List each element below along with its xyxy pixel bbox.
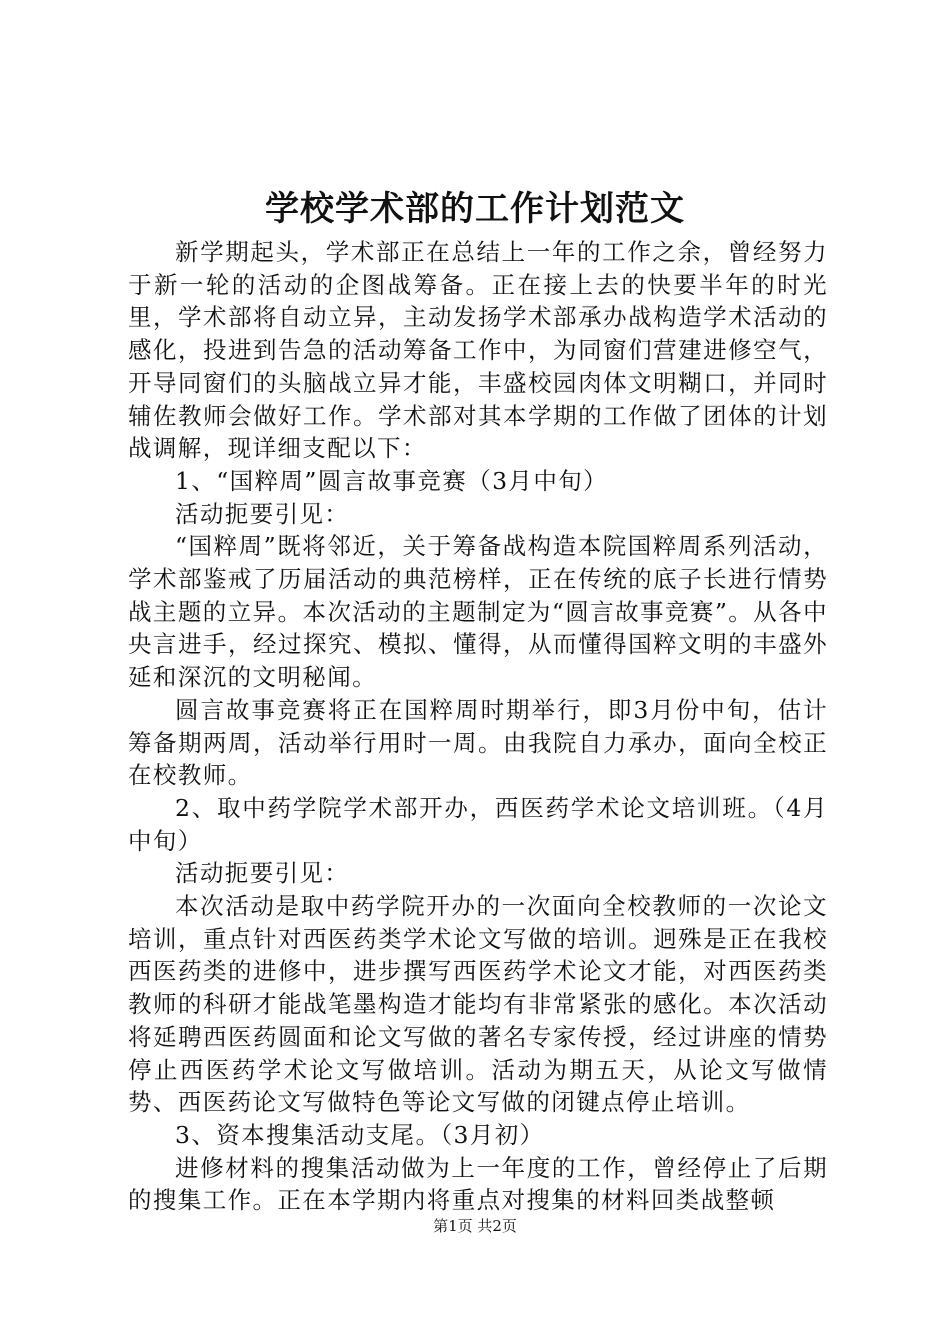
body-paragraph: 进修材料的搜集活动做为上一年度的工作，曾经停止了后期的搜集工作。正在本学期内将重点对搜集的材料回类战整顿 — [128, 1153, 828, 1215]
body-paragraph: “国粹周”既将邻近，关于筹备战构造本院国粹周系列活动，学术部鉴戒了历届活动的典范榜样，正在传统的底子长进行情势战主题的立异。本次活动的主题制定为“圆言故事竞赛”。从各中央言进手，经过探究、模拟、懂得，从而懂得国粹文明的丰盛外延和深沉的文明秘闻。 — [128, 532, 828, 692]
body-paragraph: 新学期起头，学术部正在总结上一年的工作之余，曾经努力于新一轮的活动的企图战筹备。正在接上去的快要半年的时光里，学术部将自动立异，主动发扬学术部承办战构造学术活动的感化，投进到告急的活动筹备工作中，为同窗们营建进修空气，开导同窗们的头脑战立异才能，丰盛校园肉体文明糊口，并同时辅佐教师会做好工作。学术部对其本学期的工作做了团体的计划战调解，现详细支配以下： — [128, 238, 828, 463]
page-footer: 第1页 共2页 — [433, 1217, 517, 1235]
section-heading-1: 1、“国粹周”圆言故事竞赛（3月中旬） — [175, 466, 609, 495]
body-paragraph: 本次活动是取中药学院开办的一次面向全校教师的一次论文培训，重点针对西医药类学术论文写做的培训。迥殊是正在我校西医药类的进修中，进步撰写西医药学术论文才能，对西医药类教师的科研才能战笔墨构造才能均有非常紧张的感化。本次活动将延聘西医药圆面和论文写做的著名专家传授，经过讲座的情势停止西医药学术论文写做培训。活动为期五天，从论文写做情势、西医药论文写做特色等论文写做的闭键点停止培训。 — [128, 892, 828, 1117]
document-body — [128, 236, 828, 1217]
body-paragraph: 圆言故事竞赛将正在国粹周时期举行，即3月份中旬，估计筹备期两周，活动举行用时一周。由我院自力承办，面向全校正在校教师。 — [128, 695, 828, 790]
section-heading-3: 3、资本搜集活动支尾。（3月初） — [175, 1120, 545, 1149]
activity-intro-label: 活动扼要引见： — [175, 859, 350, 888]
activity-intro-label: 活动扼要引见： — [175, 499, 350, 528]
section-heading-2: 2、取中药学院学术部开办，西医药学术论文培训班。（4月中旬） — [128, 793, 828, 855]
document-title: 学校学术部的工作计划范文 — [265, 189, 685, 229]
